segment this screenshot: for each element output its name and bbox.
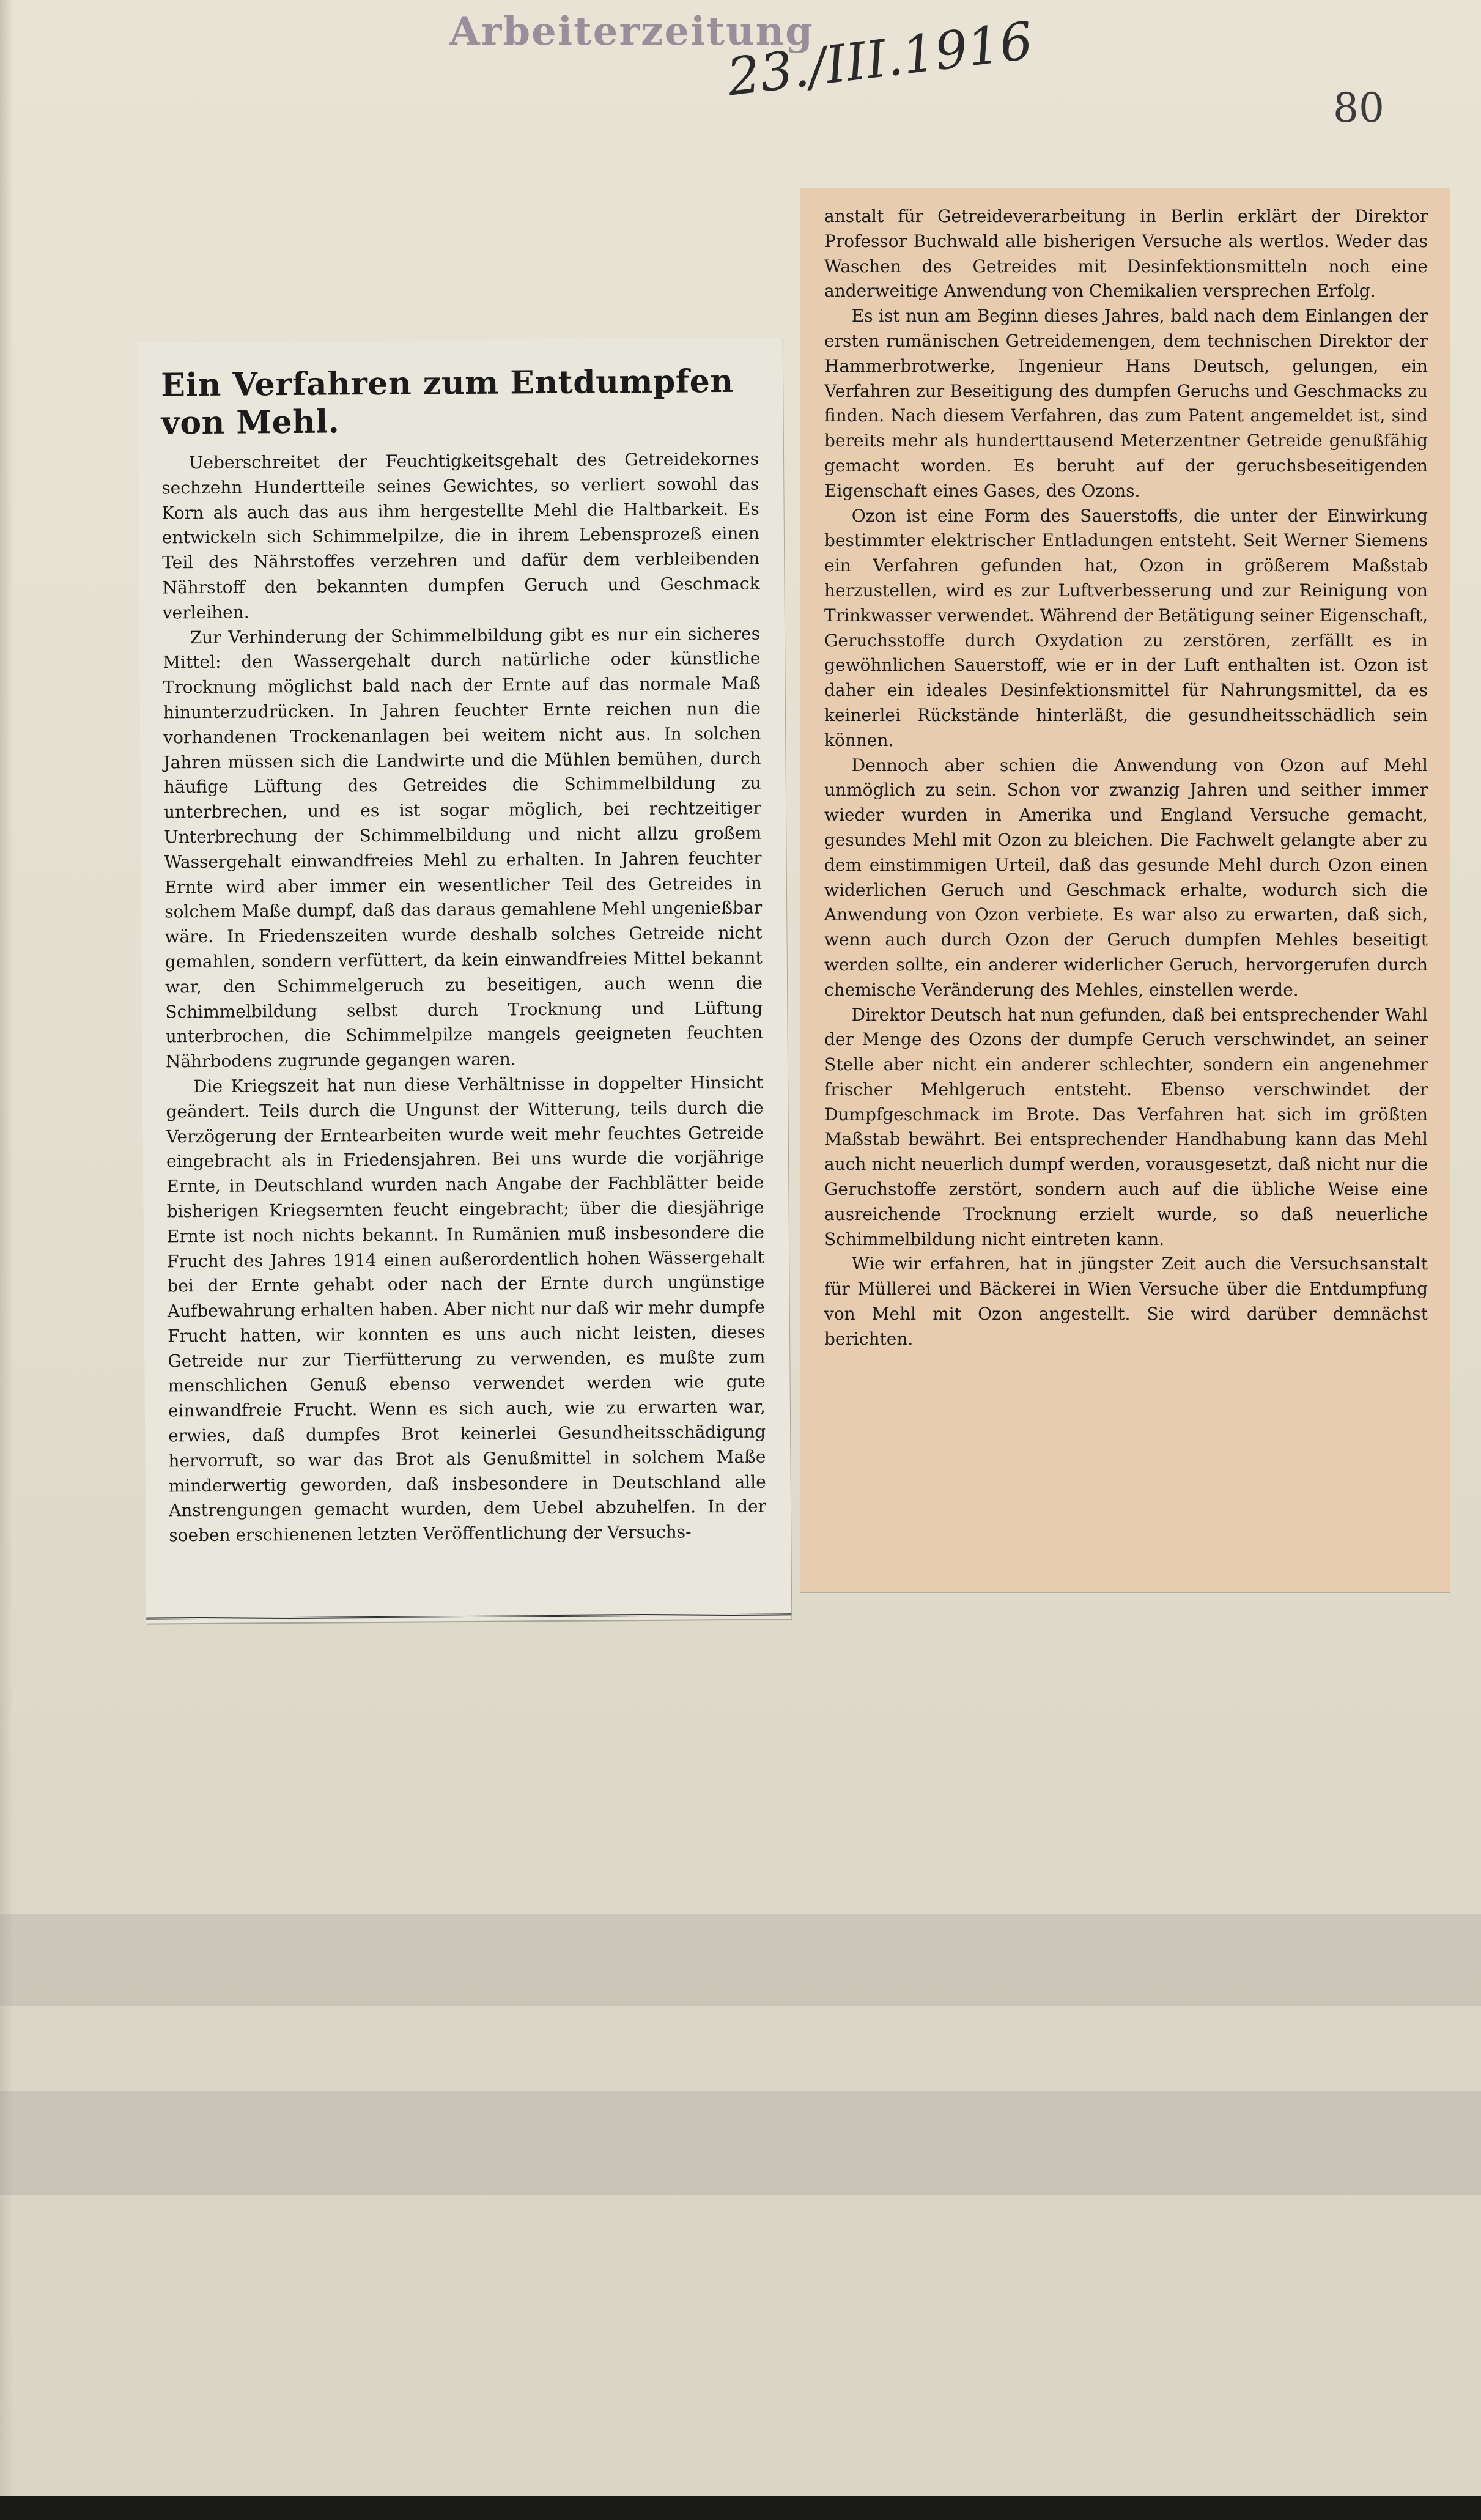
scan-bottom-edge [0, 2496, 1481, 2520]
page-number: 80 [1333, 84, 1384, 131]
clipping-left-column [138, 338, 792, 1623]
article-paragraph: Wie wir erfahren, hat in jüngster Zeit auch die Versuchsanstalt für Müllerei und Bäckerei in Wien Versuche über die Entdumpfung von Mehl mit Ozon angestellt. Sie wird darüber demnächst berichten. [824, 1254, 1428, 1349]
article-paragraph: Direktor Deutsch hat nun gefunden, daß bei entsprechender Wahl der Menge des Ozons der dumpfe Geruch verschwindet, an seiner Stelle aber nicht ein anderer schlechter, sondern ein angenehmer frischer Mehlgeruch entsteht. Ebenso verschwindet der Dumpfgeschmack im Brote. Das Verfahren hat sich im größten Maßstab bewährt. Bei entsprechender Handhabung kann das Mehl auch nicht neuerlich dumpf werden, vorausgesetzt, daß nicht nur die Geruchstoffe zerstört, sondern auch auf die übliche Weise eine ausreichende Trocknung erzielt wurde, so daß neuerliche Schimmelbildung nicht eintreten kann. [824, 1004, 1428, 1249]
article-paragraph: Dennoch aber schien die Anwendung von Ozon auf Mehl unmöglich zu sein. Schon vor zwanzig Jahren und seither immer wieder wurden in Amerika und England Versuche gemacht, gesundes Mehl mit Ozon zu bleichen. Die Fachwelt gelangte aber zu dem einstimmigen Urteil, daß das gesunde Mehl durch Ozon einen widerlichen Geruch und Geschmack erhalte, wodurch sich die Anwendung von Ozon verbiete. Es war also zu erwarten, daß sich, wenn auch durch Ozon der Geruch dumpfen Mehles beseitigt werden sollte, ein anderer widerlicher Geruch, hervorgerufen durch chemische Veränderung des Mehles, einstellen werde. [824, 755, 1428, 1000]
article-paragraph: Die Kriegszeit hat nun diese Verhältnisse in doppelter Hinsicht geändert. Teils durch die Ungunst der Witterung, teils durch die Verzögerung der Erntearbeiten wurde weit mehr feuchtes Getreide eingebracht als in Friedensjahren. Bei uns wurde die vorjährige Ernte, in Deutschland wurden nach Angabe der Fachblätter beide bisherigen Kriegsernten feucht eingebracht; über die diesjährige Ernte ist noch nichts bekannt. In Rumänien muß insbesondere die Frucht des Jahres 1914 einen außerordentlich hohen Wässergehalt bei der Ernte gehabt oder nach der Ernte durch ungünstige Aufbewahrung erhalten haben. Aber nicht nur daß wir mehr dumpfe Frucht hatten, wir konnten es uns auch nicht leisten, dieses Getreide nur zur Tierfütterung zu verwenden, es mußte zum menschlichen Genuß ebenso verwendet werden wie gute einwandfreie Frucht. Wenn es sich auch, wie zu erwarten war, erwies, daß dumpfes Brot keinerlei Gesundheitsschädigung hervorruft, so war das Brot als Genußmittel in solchem Maße minderwertig geworden, daß insbesondere in Deutschland alle Anstrengungen gemacht wurden, dem Uebel abzuhelfen. In der soeben erschienenen letzten Veröffentlichung der Versuchs- [166, 1072, 767, 1546]
article-paragraph: Zur Verhinderung der Schimmelbildung gibt es nur ein sicheres Mittel: den Wassergehalt durch natürliche oder künstliche Trocknung möglichst bald nach der Ernte auf das normale Maß hinunterzudrücken. In Jahren feuchter Ernte reichen nun die vorhandenen Trockenanlagen bei weitem nicht aus. In solchen Jahren müssen sich die Landwirte und die Mühlen bemühen, durch häufige Lüftung des Getreides die Schimmelbildung zu unterbrechen, und es ist sogar möglich, bei rechtzeitiger Unterbrechung der Schimmelbildung und nicht allzu großem Wassergehalt einwandfreies Mehl zu erhalten. In Jahren feuchter Ernte wird aber immer ein wesentlicher Teil des Getreides in solchem Maße dumpf, daß das daraus gemahlene Mehl ungenießbar wäre. In Friedenszeiten wurde deshalb solches Getreide nicht gemahlen, sondern verfüttert, da kein einwandfreies Mittel bekannt war, den Schimmelgeruch zu beseitigen, auch wenn die Schimmelbildung selbst durch Trocknung und Lüftung unterbrochen, die Schimmelpilze mangels geeigneten feuchten Nährbodens zugrunde gegangen waren. [163, 623, 763, 1072]
clipping-right-column [800, 188, 1450, 1592]
handwritten-date: 23./III.1916 [724, 10, 1036, 108]
article-paragraph: anstalt für Getreideverarbeitung in Berlin erklärt der Direktor Professor Buchwald alle bisherigen Versuche als wertlos. Weder das Waschen des Getreides mit Desinfektionsmitteln noch eine anderweitige Anwendung von Chemikalien versprechen Erfolg. [824, 206, 1428, 301]
scan-shadow-band [0, 2091, 1481, 2195]
article-title: Ein Verfahren zum Entdumpfen von Mehl. [160, 362, 734, 442]
scan-shadow-band [0, 1914, 1481, 2006]
article-paragraph: Ueberschreitet der Feuchtigkeitsgehalt des Getreidekornes sechzehn Hundertteile seines Gewichtes, so verliert sowohl das Korn als auch das aus ihm hergestellte Mehl die Haltbarkeit. Es entwickeln sich Schimmelpilze, die in ihrem Lebensprozeß einen Teil des Nährstoffes verzehren und dafür dem verbleibenden Nährstoff den bekannten dumpfen Geruch und Geschmack verleihen. [161, 448, 760, 623]
newspaper-stamp: Arbeiterzeitung [449, 9, 814, 54]
article-paragraph: Ozon ist eine Form des Sauerstoffs, die unter der Einwirkung bestimmter elektrischer Entladungen entsteht. Seit Werner Siemens ein Verfahren gefunden hat, Ozon in größerem Maßstab herzustellen, wird es zur Luftverbesserung und zur Reinigung von Trinkwasser verwendet. Während der Betätigung seiner Eigenschaft, Geruchsstoffe durch Oxydation zu zerstören, zerfällt es in gewöhnlichen Sauerstoff, wie er in der Luft enthalten ist. Ozon ist daher ein ideales Desinfektionsmittel für Nahrungsmittel, da es keinerlei Rückstände hinterläßt, die gesundheitsschädlich sein können. [824, 505, 1428, 750]
article-paragraph: Es ist nun am Beginn dieses Jahres, bald nach dem Einlangen der ersten rumänischen Getreidemengen, dem technischen Direktor der Hammerbrotwerke, Ingenieur Hans Deutsch, gelungen, ein Verfahren zur Beseitigung des dumpfen Geruchs und Geschmacks zu finden. Nach diesem Verfahren, das zum Patent angemeldet ist, sind bereits mehr als hunderttausend Meterzentner Getreide genußfähig gemacht worden. Es beruht auf der geruchsbeseitigenden Eigenschaft eines Gases, des Ozons. [824, 306, 1428, 501]
